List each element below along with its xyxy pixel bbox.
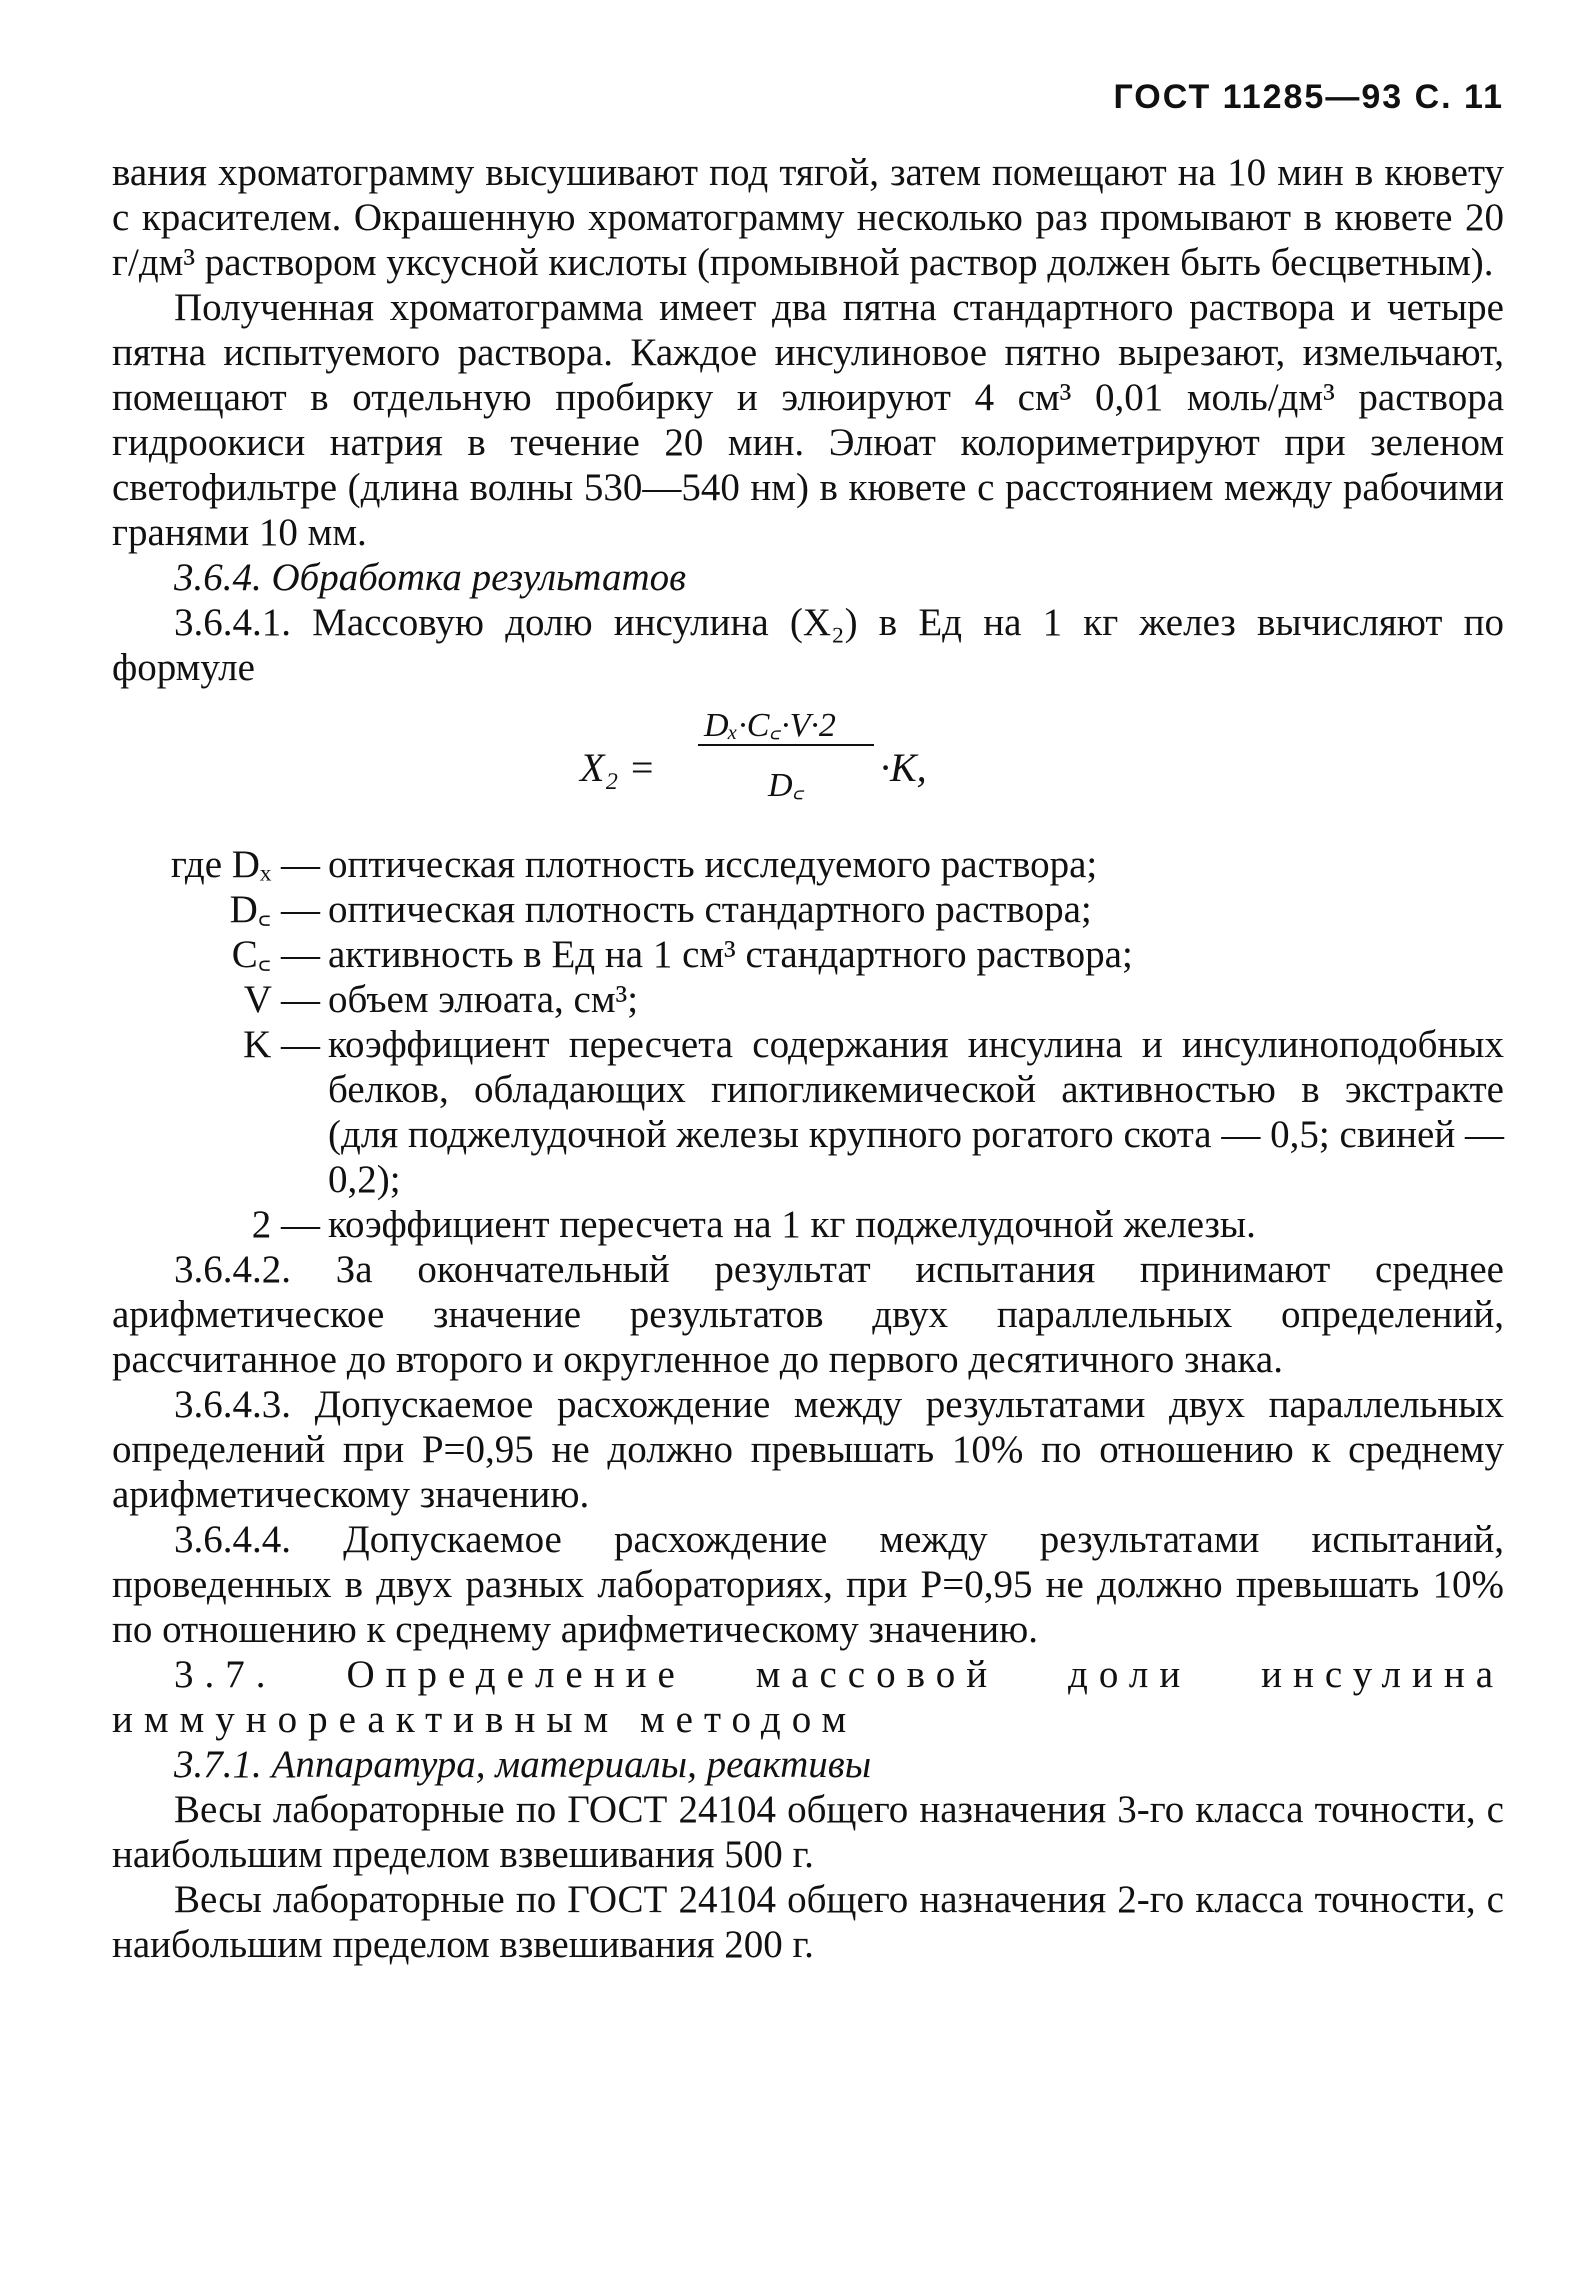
formula-definitions xyxy=(112,842,1504,1247)
section-heading-3-7: 3.7. Определение массовой доли инсулина иммунореактивным методом xyxy=(112,1653,1504,1741)
section-heading-results-processing: 3.6.4. Обработка результатов xyxy=(174,556,687,599)
definition-symbol: K — xyxy=(243,1023,320,1066)
definition-row xyxy=(112,1202,1504,1247)
definition-text: оптическая плотность стандартного раствора; xyxy=(328,888,1092,931)
paragraph-3-6-4-3: 3.6.4.3. Допускаемое расхождение между результатами двух параллельных определений при P=0,95 не должно превышать 10% по отношению к среднему арифметическому значению. xyxy=(112,1383,1504,1516)
definition-row xyxy=(112,977,1504,1022)
paragraph-scales-class-2: Весы лабораторные по ГОСТ 24104 общего назначения 2-го класса точности, с наибольшим пределом взвешивания 200 г. xyxy=(112,1878,1504,1966)
insulin-fraction-formula xyxy=(112,694,1504,840)
section-heading-3-7-1: 3.7.1. Аппаратура, материалы, реактивы xyxy=(174,1743,872,1786)
paragraph-3-6-4-4: 3.6.4.4. Допускаемое расхождение между результатами испытаний, проведенных в двух разных лабораториях, при P=0,95 не должно превышать 10% по отношению к среднему арифметическому значению. xyxy=(112,1518,1504,1651)
definition-symbol: D꜀ — xyxy=(229,888,320,931)
paragraph-chromatogram-drying: вания хроматограмму высушивают под тягой, затем помещают на 10 мин в кювету с красителем. Окрашенную хроматограмму несколько раз промывают в кювете 20 г/дм³ раствором уксусной кислоты (промывной раствор должен быть бесцветным). xyxy=(112,151,1504,284)
paragraph-scales-class-3: Весы лабораторные по ГОСТ 24104 общего назначения 3-го класса точности, с наибольшим пределом взвешивания 500 г. xyxy=(112,1788,1504,1876)
formula-rhs: ·K, xyxy=(880,745,927,790)
definition-text: активность в Ед на 1 см³ стандартного раствора; xyxy=(328,933,1133,976)
paragraph-chromatogram-spots: Полученная хроматограмма имеет два пятна стандартного раствора и четыре пятна испытуемого раствора. Каждое инсулиновое пятно вырезают, измельчают, помещают в отдельную пробирку и элюируют 4 см³ 0,01 моль/дм³ раствора гидроокиси натрия в течение 20 мин. Элюат колориметрируют при зеленом светофильтре (длина волны 530—540 нм) в кювете с расстоянием между рабочими гранями 10 мм. xyxy=(112,286,1504,554)
formula-lhs: X₂ = xyxy=(580,745,656,790)
fraction-bar xyxy=(698,744,874,746)
paragraph-3-6-4-2: 3.6.4.2. За окончательный результат испытания принимают среднее арифметическое значение результатов двух параллельных определений, рассчитанное до второго и округленное до первого десятичного знака. xyxy=(112,1248,1504,1381)
definition-row xyxy=(112,932,1504,977)
definition-symbol: где Dₓ — xyxy=(170,843,320,886)
formula-numerator: Dₓ·C꜀·V·2 xyxy=(704,707,836,744)
page-body xyxy=(112,150,1504,1967)
definition-row xyxy=(112,887,1504,932)
definition-symbol: V — xyxy=(243,978,320,1021)
definition-row xyxy=(112,1022,1504,1202)
definition-symbol: C꜀ — xyxy=(231,933,320,976)
running-header: ГОСТ 11285—93 С. 11 xyxy=(1113,78,1504,116)
paragraph-3-6-4-1: 3.6.4.1. Массовую долю инсулина (X₂) в Ед на 1 кг желез вычисляют по формуле xyxy=(112,601,1504,689)
definition-row xyxy=(112,842,1504,887)
definition-text: объем элюата, см³; xyxy=(328,978,639,1021)
definition-symbol: 2 — xyxy=(251,1203,320,1246)
definition-text: оптическая плотность исследуемого раствора; xyxy=(328,843,1098,886)
definition-text: коэффициент пересчета содержания инсулина и инсулиноподобных белков, обладающих гипогликемической активностью в экстракте (для поджелудочной железы крупного рогатого скота — 0,5; свиней — 0,2); xyxy=(328,1023,1504,1201)
definition-text: коэффициент пересчета на 1 кг поджелудочной железы. xyxy=(328,1203,1256,1246)
formula-denominator: D꜀ xyxy=(768,767,805,804)
